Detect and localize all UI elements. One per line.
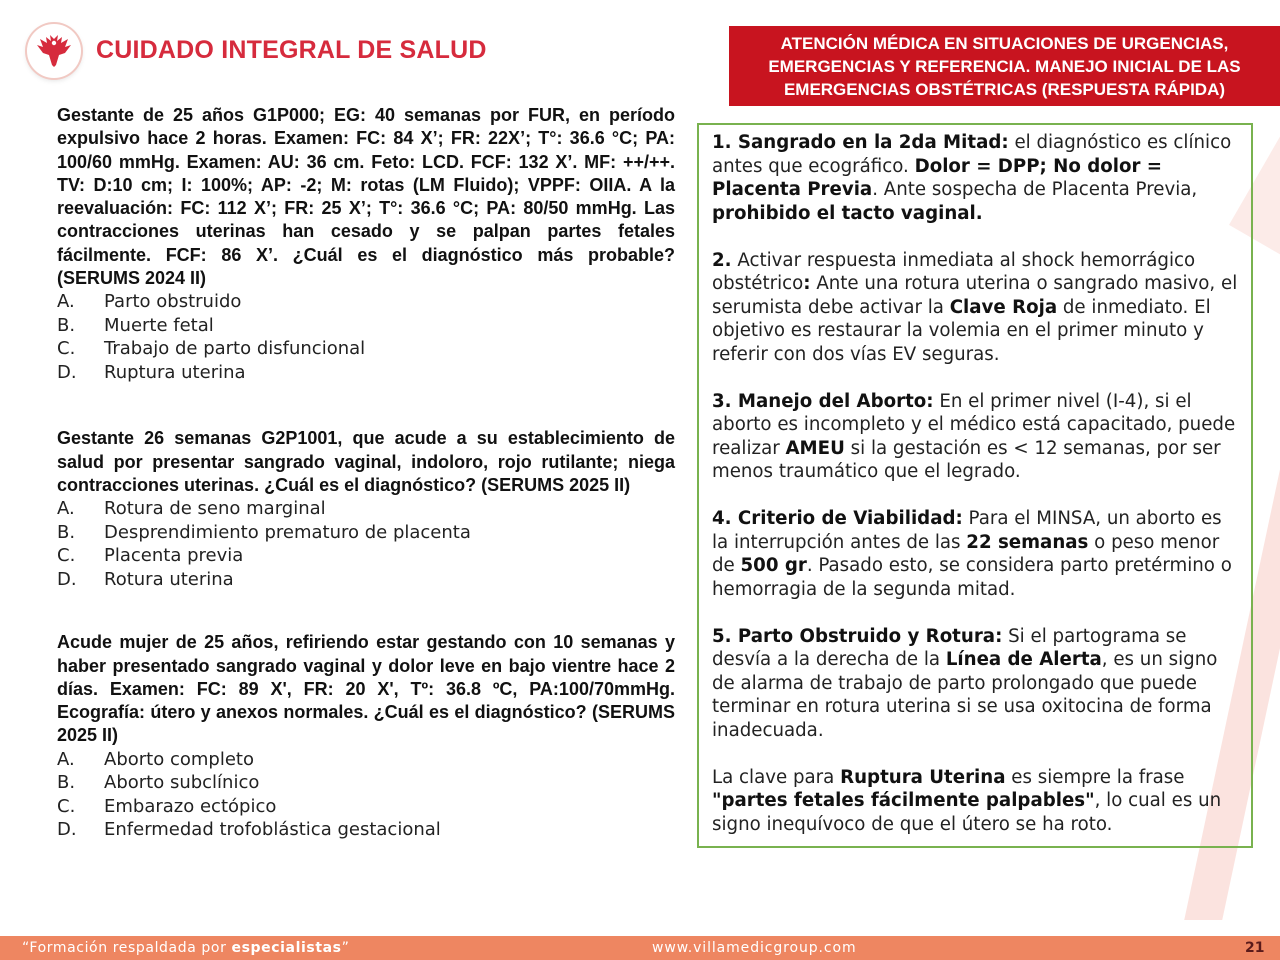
option-letter: D. [57,819,77,841]
eagle-logo-icon [27,24,81,78]
page-number: 21 [1245,940,1265,956]
footer-url[interactable]: www.villamedicgroup.com [652,940,857,956]
question-stem: Acude mujer de 25 años, refiriendo estar gestando con 10 semanas y haber presentado sangrado vaginal y dolor leve en bajo vientre hace 2 días. Examen: FC: 89 X', FR: 20 X', Tº: 36.8 ºC, PA:100/70mmHg. Ecografía: útero y anexos normales. ¿Cuál es el diagnóstico? (SERUMS 2025 II) [57,632,675,746]
option [57,544,675,568]
option [57,795,675,819]
option-text: Parto obstruido [104,291,242,313]
footer [0,936,1280,960]
option-text: Embarazo ectópico [104,795,277,817]
question [57,631,675,841]
key-point [712,625,1239,743]
option-letter: A. [57,291,75,313]
key-point-emphasis: prohibido el tacto vaginal. [712,202,983,224]
key-point-text: , lo cual es un signo inequívoco de que el útero se ha roto. [712,790,1222,835]
key-point [712,249,1239,367]
key-point-text: Activar respuesta inmediata al shock hemorrágico obstétrico [712,249,1196,294]
option-text: Ruptura uterina [104,361,246,383]
option-list [57,497,675,591]
slogan-emphasis: especialistas [231,940,342,956]
option-letter: C. [57,795,76,817]
key-point-text: . Pasado esto, se considera parto pretérmino o hemorragia de la segunda mitad. [712,555,1232,600]
key-point-emphasis: 22 semanas [966,531,1089,553]
option-letter: B. [57,772,76,794]
option [57,337,675,361]
question [57,427,675,591]
key-point-heading: 4. Criterio de Viabilidad: [712,508,963,529]
section-header [729,26,1280,106]
option [57,568,675,592]
slogan-text: ” [341,940,350,956]
header-line: ATENCIÓN MÉDICA EN SITUACIONES DE URGENCIAS, [780,33,1229,53]
option-letter: D. [57,361,77,383]
header-line: EMERGENCIAS Y REFERENCIA. MANEJO INICIAL DE LAS [768,56,1241,76]
key-point-text: es siempre la frase [1005,766,1185,788]
key-point [712,131,1239,225]
key-point-text: La clave para [712,766,841,788]
key-point-emphasis: Clave Roja [949,296,1058,318]
key-point-text: si la gestación es < 12 semanas, por ser menos traumático que el legrado. [712,437,1221,482]
brand-title: CUIDADO INTEGRAL DE SALUD [96,36,487,64]
option-letter: D. [57,568,77,590]
option-text: Rotura uterina [104,568,234,590]
header-line: EMERGENCIAS OBSTÉTRICAS (RESPUESTA RÁPIDA) [783,79,1226,99]
question [57,104,675,384]
option-text: Placenta previa [104,545,244,567]
option [57,771,675,795]
option [57,497,675,521]
option-text: Enfermedad trofoblástica gestacional [104,819,441,841]
question-stem: Gestante de 25 años G1P000; EG: 40 semanas por FUR, en período expulsivo hace 2 horas. Examen: FC: 84 X’; FR: 22X’; T°: 36.6 °C; PA: 100/60 mmHg. Examen: AU: 36 cm. Feto: LCD. FCF: 132 X’. MF: ++/++. TV: D:10 cm; I: 100%; AP: -2; M: rotas (LM Fluido); VPPF: OIIA. A la reevaluación: FC: 112 X’; FR: 25 X’; T°: 36.6 °C; PA: 80/50 mmHg. Las contracciones uterinas han cesado y se palpan partes fetales fácilmente. FCF: 86 X’. ¿Cuál es el diagnóstico más probable? (SERUMS 2024 II) [57,105,675,289]
question-list [57,104,675,842]
key-point-text: de inmediato. El objetivo es restaurar la volemia en el primer minuto y referir con dos vías EV seguras. [712,296,1211,365]
question-stem: Gestante 26 semanas G2P1001, que acude a su establecimiento de salud por presentar sangrado vaginal, indoloro, rojo rutilante; niega contracciones uterinas. ¿Cuál es el diagnóstico? (SERUMS 2025 II) [57,428,675,495]
option [57,748,675,772]
key-point-heading: 2. [712,249,732,271]
key-point-emphasis: Ruptura Uterina [840,766,1006,788]
key-point-heading: 3. Manejo del Aborto: [712,390,934,412]
key-point-emphasis: 500 gr [740,555,807,576]
option-letter: C. [57,545,76,567]
option-list [57,748,675,842]
key-points-box [697,123,1253,848]
option-list [57,290,675,384]
key-point-heading: 1. Sangrado en la 2da Mitad: [712,132,1009,153]
key-point-text: Ante una rotura uterina o sangrado masivo, el serumista debe activar la [712,273,1238,318]
key-point-text: , es un signo de alarma de trabajo de parto prolongado que puede terminar en rotura uterina si se usa oxitocina de forma inadecuada. [712,649,1218,741]
key-point-emphasis: Línea de Alerta [945,649,1102,670]
key-point-emphasis: "partes fetales fácilmente palpables" [712,790,1095,811]
key-point [712,766,1239,837]
option-text: Trabajo de parto disfuncional [104,338,366,360]
option-text: Desprendimiento prematuro de placenta [104,521,471,543]
slogan-text: “Formación respaldada por [22,940,232,956]
option-text: Aborto subclínico [104,772,260,794]
key-point [712,390,1239,484]
option-letter: B. [57,314,76,336]
option-text: Aborto completo [104,748,254,770]
key-point [712,507,1239,601]
option [57,314,675,338]
option [57,290,675,314]
key-point-heading: 5. Parto Obstruido y Rotura: [712,625,1003,647]
key-point-text: el diagnóstico es clínico antes que ecográfico. [712,132,1232,177]
option-letter: B. [57,521,76,543]
key-point-text: o peso menor de [712,531,1220,576]
option-text: Muerte fetal [104,314,214,336]
option [57,818,675,842]
option [57,521,675,545]
key-point-text: En el primer nivel (I-4), si el aborto es incompleto y el médico está capacitado, puede realizar [712,390,1236,459]
option-text: Rotura de seno marginal [104,498,326,520]
key-point-emphasis: : [803,273,811,294]
key-point-text: Para el MINSA, un aborto es la interrupción antes de las [712,508,1222,553]
footer-slogan [22,936,349,960]
key-point-text: Si el partograma se desvía a la derecha de la [712,625,1187,670]
key-point-text: . Ante sospecha de Placenta Previa, [872,179,1198,200]
option-letter: A. [57,498,75,520]
option [57,361,675,385]
option-letter: A. [57,748,75,770]
key-point-emphasis: AMEU [785,437,845,459]
key-point-emphasis: Dolor = DPP; No dolor = Placenta Previa [712,155,1162,200]
option-letter: C. [57,338,76,360]
